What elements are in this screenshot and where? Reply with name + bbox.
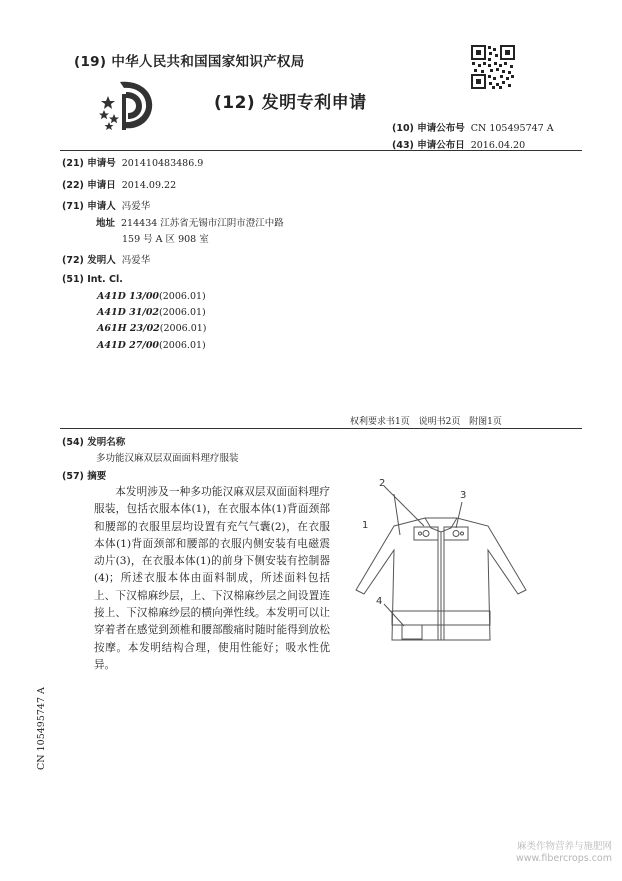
- invention-title-label: (54) 发明名称: [62, 437, 126, 448]
- applicant-label: (71) 申请人: [62, 201, 116, 212]
- publication-date-label: (43) 申请公布日: [392, 140, 465, 151]
- panel-button: [423, 531, 429, 537]
- label-4-leader: [384, 604, 404, 626]
- ipc-year: (2006.01): [159, 323, 207, 334]
- abstract-text: 本发明涉及一种多功能汉麻双层双面面料理疗服装，包括衣服本体(1)，在衣服本体(1)背面颈部和腰部的衣服里层均设置有充气气囊(2)，在衣服本体(1)背面颈部和腰部的衣服内侧安装有电磁震动片(3)，在衣服本体(1)的前身下侧安装有控制器(4)；所述衣服本体由面料制成，所述面料包括上、下汉棉麻纱层，上、下汉棉麻纱层之间设置连接上、下汉棉麻纱层的横向弹性线。本发明可以让穿着者在感觉到颈椎和腰部酸痛时随时能得到放松按摩。本发明结构合理，使用性能好；吸水性优异。: [94, 486, 330, 671]
- watermark-line-1: 麻类作物营养与施肥网: [516, 841, 612, 852]
- page-count-info: 权利要求书1页 说明书2页 附图1页: [350, 417, 502, 427]
- side-publication-code: CN 105495747 A: [36, 687, 47, 770]
- publication-type: (12) 发明专利申请: [214, 93, 367, 113]
- intcl-label: (51) Int. Cl.: [62, 274, 123, 285]
- address-label: 地址: [96, 218, 116, 229]
- publication-number-label: (10) 申请公布号: [392, 123, 465, 134]
- garment-collar: [425, 518, 457, 532]
- application-number-label: (21) 申请号: [62, 158, 116, 169]
- header-divider: [60, 150, 582, 151]
- applicant-row: [62, 198, 150, 212]
- publication-number-row: [392, 120, 554, 134]
- inventor-label: (72) 发明人: [62, 255, 116, 266]
- filing-date-row: [62, 177, 176, 191]
- section-divider: [60, 428, 582, 429]
- publication-date-row: [392, 137, 525, 151]
- panel-button: [453, 531, 459, 537]
- filing-date-value: 2014.09.22: [121, 180, 177, 191]
- ipc-entry: [97, 323, 207, 334]
- sipo-emblem-icon: [96, 76, 158, 134]
- application-number-row: [62, 155, 203, 169]
- controller-box: [402, 625, 422, 639]
- drawing-label-1: 1: [362, 520, 369, 531]
- label-1-leader: [394, 494, 400, 535]
- website-watermark: [516, 841, 612, 865]
- ipc-year: (2006.01): [159, 291, 206, 302]
- inventor-value: 冯爱华: [121, 255, 151, 266]
- drawing-label-3: 3: [460, 490, 467, 501]
- applicant-value: 冯爱华: [121, 201, 151, 212]
- ipc-code: A41D 31/02: [97, 307, 160, 318]
- issuer-title: (19) 中华人民共和国国家知识产权局: [74, 54, 305, 70]
- watermark-line-2: www.fibercrops.com: [515, 853, 612, 864]
- address-line-1: 214434 江苏省无锡市江阴市澄江中路: [121, 218, 284, 229]
- label-2-leader: [384, 486, 424, 526]
- publication-date-value: 2016.04.20: [470, 140, 526, 151]
- ipc-year: (2006.01): [159, 340, 206, 351]
- ipc-code: A41D 27/00: [97, 340, 160, 351]
- invention-title-row: [96, 450, 239, 464]
- publication-number-value: CN 105495747 A: [470, 123, 554, 134]
- abstract-heading: [62, 468, 106, 482]
- ipc-year: (2006.01): [159, 307, 206, 318]
- filing-date-label: (22) 申请日: [62, 180, 116, 191]
- abstract-label: (57) 摘要: [62, 471, 107, 482]
- invention-title-value: 多功能汉麻双层双面面料理疗服装: [96, 453, 239, 464]
- ipc-code: A41D 13/00: [97, 291, 160, 302]
- ipc-entry: [97, 291, 206, 302]
- address-line-2: 159 号 A 区 908 室: [122, 234, 209, 245]
- qr-code-icon: [470, 44, 516, 90]
- address-line-2-row: [122, 231, 209, 245]
- invention-title-heading: [62, 434, 125, 448]
- application-number-value: 201410483486.9: [121, 158, 204, 169]
- drawing-label-2: 2: [379, 478, 386, 489]
- garment-drawing: [340, 478, 540, 650]
- address-row: [96, 215, 284, 229]
- intcl-heading-row: [62, 274, 123, 285]
- label-3-leader: [456, 502, 462, 528]
- ipc-code: A61H 23/02: [97, 323, 160, 334]
- ipc-entry: [97, 340, 206, 351]
- inventor-row: [62, 252, 150, 266]
- drawing-label-4: 4: [376, 596, 383, 607]
- ipc-entry: [97, 307, 206, 318]
